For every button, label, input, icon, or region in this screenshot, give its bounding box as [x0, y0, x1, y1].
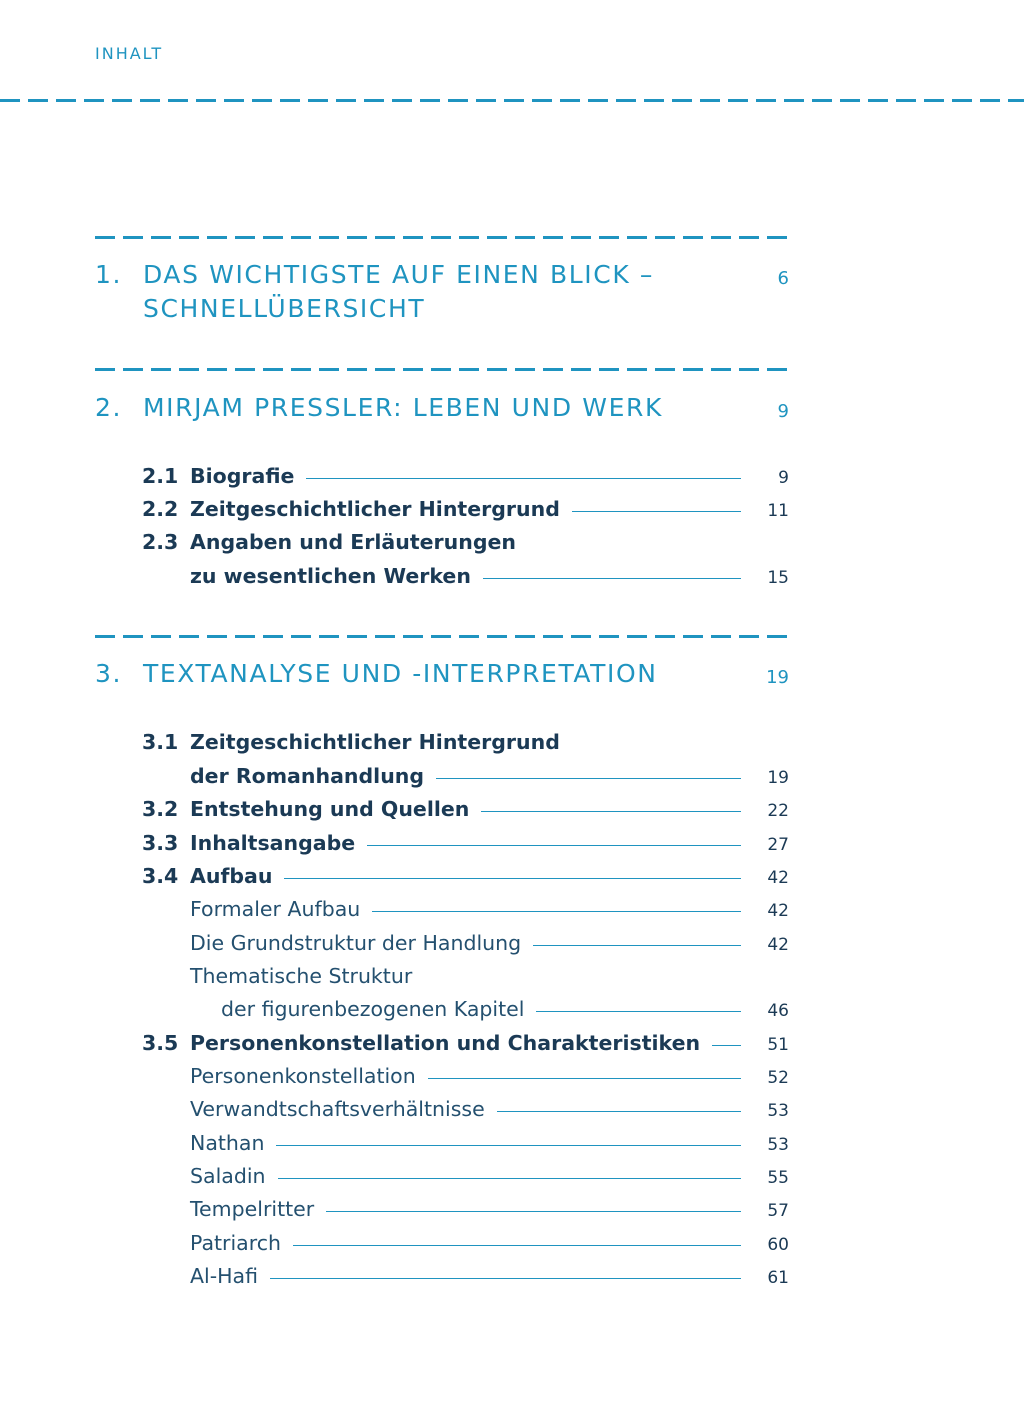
entry-label: Verwandtschaftsverhältnisse: [190, 1097, 485, 1121]
toc-subentry-continuation[interactable]: [142, 993, 789, 1026]
entry-page-number: 22: [767, 801, 789, 821]
leader-line: [278, 1178, 741, 1179]
leader-line: [293, 1245, 741, 1246]
entry-page-number: 53: [767, 1135, 789, 1155]
entry-page-number: 11: [767, 501, 789, 521]
chapter-title: MIRJAM PRESSLER: LEBEN UND WERK: [143, 393, 663, 422]
toc-subentry[interactable]: [142, 1227, 789, 1260]
entry-page-number: 46: [767, 1001, 789, 1021]
entry-page-number: 19: [767, 768, 789, 788]
toc-entry[interactable]: [142, 827, 789, 860]
toc-subentry[interactable]: [142, 1260, 789, 1293]
chapter-page-number: 9: [777, 401, 789, 422]
toc-entry[interactable]: [142, 460, 789, 493]
entry-label: Aufbau: [190, 864, 273, 888]
entry-number: 2.1: [142, 464, 179, 488]
leader-line: [572, 511, 741, 512]
chapter-number: 2.: [95, 393, 123, 422]
chapter-number: 3.: [95, 659, 123, 688]
entry-number: 2.2: [142, 497, 179, 521]
entry-label: Die Grundstruktur der Handlung: [190, 931, 522, 955]
leader-line: [483, 578, 741, 579]
toc-entry-continuation[interactable]: [142, 560, 789, 593]
toc-subentry[interactable]: [142, 1193, 789, 1226]
entry-label: Formaler Aufbau: [190, 897, 361, 921]
entry-page-number: 60: [767, 1235, 789, 1255]
toc-entry[interactable]: [142, 1027, 789, 1060]
toc-entry-continuation[interactable]: [142, 760, 789, 793]
entry-number: 2.3: [142, 530, 179, 554]
chapter-page-number: 6: [777, 268, 789, 289]
leader-line: [367, 845, 741, 846]
entry-label: Zeitgeschichtlicher Hintergrund: [190, 730, 560, 754]
toc-subentry[interactable]: [142, 1160, 789, 1193]
entry-label: Al-Hafi: [190, 1264, 259, 1288]
entry-page-number: 42: [767, 935, 789, 955]
entry-page-number: 53: [767, 1101, 789, 1121]
toc-subentry[interactable]: [142, 927, 789, 960]
header-dashed-rule: [0, 99, 1024, 102]
toc-entry[interactable]: [142, 726, 789, 759]
entry-page-number: 42: [767, 868, 789, 888]
chapter-title: TEXTANALYSE UND -INTERPRETATION: [143, 659, 658, 688]
chapter-title: DAS WICHTIGSTE AUF EINEN BLICK – SCHNELLÜBERSICHT: [143, 260, 654, 323]
entry-label: der figurenbezogenen Kapitel: [221, 997, 525, 1021]
entry-page-number: 55: [767, 1168, 789, 1188]
entry-label: Nathan: [190, 1131, 265, 1155]
entry-label: der Romanhandlung: [190, 764, 425, 788]
entry-page-number: 9: [778, 468, 789, 488]
entry-number: 3.1: [142, 730, 179, 754]
leader-line: [270, 1278, 741, 1279]
entry-page-number: 15: [767, 568, 789, 588]
entry-page-number: 57: [767, 1201, 789, 1221]
leader-line: [326, 1211, 741, 1212]
entry-label: Inhaltsangabe: [190, 831, 356, 855]
leader-line: [533, 945, 741, 946]
entry-number: 3.5: [142, 1031, 179, 1055]
entry-page-number: 27: [767, 835, 789, 855]
entry-number: 3.4: [142, 864, 179, 888]
entry-label: Entstehung und Quellen: [190, 797, 470, 821]
leader-line: [276, 1145, 741, 1146]
toc-entry[interactable]: [142, 526, 789, 559]
entry-label: Tempelritter: [190, 1197, 315, 1221]
leader-line: [712, 1045, 741, 1046]
chapter-rule: [95, 236, 789, 239]
entry-page-number: 61: [767, 1268, 789, 1288]
leader-line: [436, 778, 741, 779]
leader-line: [306, 478, 741, 479]
entry-number: 3.3: [142, 831, 179, 855]
entry-number: 3.2: [142, 797, 179, 821]
leader-line: [428, 1078, 741, 1079]
entry-label: Patriarch: [190, 1231, 281, 1255]
leader-line: [536, 1011, 741, 1012]
entry-page-number: 52: [767, 1068, 789, 1088]
leader-line: [284, 878, 741, 879]
entry-label: Angaben und Erläuterungen: [190, 530, 517, 554]
chapter-number: 1.: [95, 260, 123, 289]
entry-label: Personenkonstellation: [190, 1064, 416, 1088]
toc-subentry[interactable]: [142, 1127, 789, 1160]
entry-page-number: 51: [767, 1035, 789, 1055]
entry-page-number: 42: [767, 901, 789, 921]
chapter-rule: [95, 368, 789, 371]
leader-line: [497, 1111, 741, 1112]
leader-line: [372, 911, 741, 912]
entry-label: Thematische Struktur: [190, 964, 413, 988]
entry-label: Saladin: [190, 1164, 266, 1188]
entry-label: Personenkonstellation und Charakteristiken: [190, 1031, 701, 1055]
chapter-page-number: 19: [766, 667, 789, 688]
toc-entry[interactable]: [142, 793, 789, 826]
entry-label: zu wesentlichen Werken: [190, 564, 471, 588]
toc-subentry[interactable]: [142, 1093, 789, 1126]
chapter-rule: [95, 635, 789, 638]
running-header: INHALT: [95, 44, 164, 63]
toc-entry[interactable]: [142, 493, 789, 526]
leader-line: [481, 811, 741, 812]
toc-subentry[interactable]: [142, 960, 789, 993]
entry-label: Biografie: [190, 464, 295, 488]
toc-entry[interactable]: [142, 860, 789, 893]
toc-subentry[interactable]: [142, 1060, 789, 1093]
toc-subentry[interactable]: [142, 893, 789, 926]
entry-label: Zeitgeschichtlicher Hintergrund: [190, 497, 560, 521]
